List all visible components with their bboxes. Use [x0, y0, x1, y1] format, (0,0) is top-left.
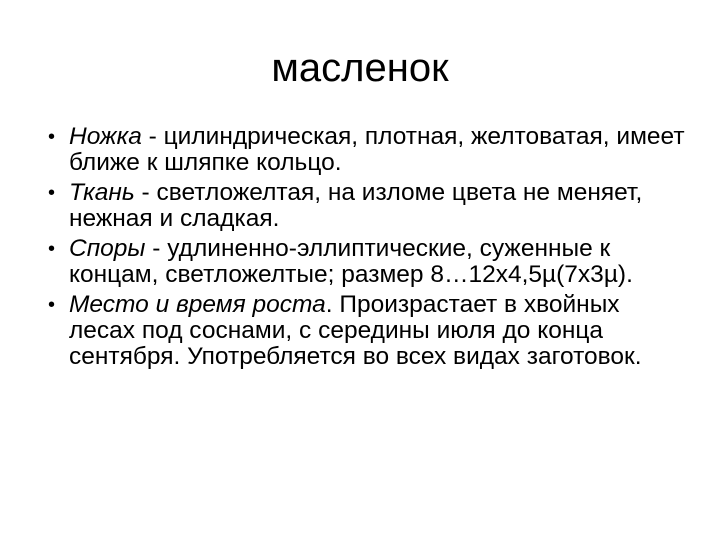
item-text: - цилиндрическая, плотная, желтоватая, имеет ближе к шляпке кольцо.	[69, 123, 685, 176]
item-term: Споры	[69, 235, 146, 262]
list-item	[48, 292, 688, 370]
bullet-icon: •	[48, 182, 56, 204]
item-text: - удлиненно-эллиптические, суженные к концам, светложелтые; размер 8…12x4,5µ(7x3µ).	[69, 235, 633, 288]
item-term: Место и время роста	[69, 291, 326, 318]
item-text: . Произрастает в хвойных лесах под соснами, с середины июля до конца сентября. Употребляется во всех видах заготовок.	[69, 291, 642, 370]
list-item	[48, 180, 688, 232]
list-item	[48, 124, 688, 176]
bullet-icon: •	[48, 294, 56, 316]
slide-title: масленок	[271, 46, 449, 90]
item-text: - светложелтая, на изломе цвета не меняет, нежная и сладкая.	[69, 179, 643, 232]
bullet-list	[48, 124, 688, 374]
bullet-icon: •	[48, 126, 56, 148]
bullet-icon: •	[48, 238, 56, 260]
item-term: Ножка	[69, 123, 142, 150]
item-term: Ткань	[69, 179, 135, 206]
list-item	[48, 236, 688, 288]
